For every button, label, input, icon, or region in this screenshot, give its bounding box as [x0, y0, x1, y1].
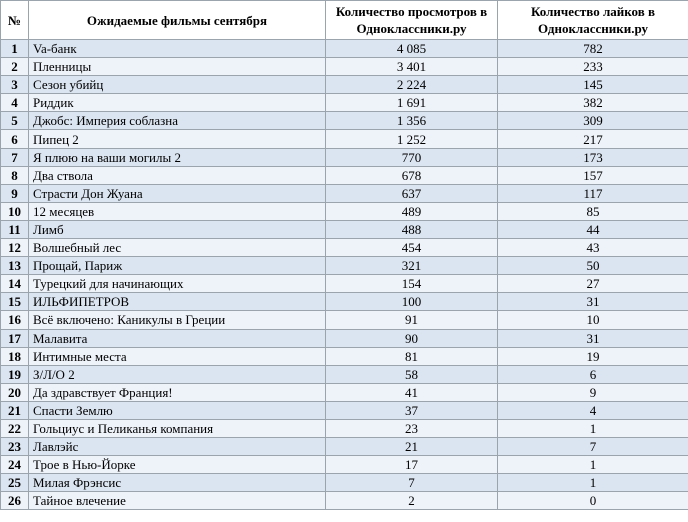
likes-count: 50 — [498, 257, 688, 275]
row-number: 23 — [1, 438, 29, 456]
row-number: 18 — [1, 347, 29, 365]
film-title: Малавита — [29, 329, 326, 347]
row-number: 21 — [1, 401, 29, 419]
film-title: Риддик — [29, 94, 326, 112]
row-number: 13 — [1, 257, 29, 275]
row-number: 22 — [1, 419, 29, 437]
film-title: Да здравствует Франция! — [29, 383, 326, 401]
table-row — [1, 365, 688, 383]
views-count: 2 — [326, 492, 498, 510]
film-title: Лавлэйс — [29, 438, 326, 456]
row-number: 25 — [1, 474, 29, 492]
likes-count: 85 — [498, 202, 688, 220]
table-row — [1, 275, 688, 293]
views-count: 3 401 — [326, 58, 498, 76]
views-count: 1 691 — [326, 94, 498, 112]
film-title: Милая Фрэнсис — [29, 474, 326, 492]
table-row — [1, 58, 688, 76]
likes-count: 382 — [498, 94, 688, 112]
table-row — [1, 401, 688, 419]
table-row — [1, 40, 688, 58]
row-number: 10 — [1, 202, 29, 220]
views-count: 1 252 — [326, 130, 498, 148]
table-row — [1, 474, 688, 492]
film-title: Сезон убийц — [29, 76, 326, 94]
row-number: 11 — [1, 220, 29, 238]
film-title: Пипец 2 — [29, 130, 326, 148]
row-number: 1 — [1, 40, 29, 58]
header-views: Количество просмотров в Одноклассники.ру — [326, 1, 498, 40]
views-count: 321 — [326, 257, 498, 275]
table-row — [1, 293, 688, 311]
row-number: 3 — [1, 76, 29, 94]
views-count: 41 — [326, 383, 498, 401]
likes-count: 4 — [498, 401, 688, 419]
film-title: Пленницы — [29, 58, 326, 76]
likes-count: 0 — [498, 492, 688, 510]
row-number: 2 — [1, 58, 29, 76]
table-row — [1, 220, 688, 238]
views-count: 21 — [326, 438, 498, 456]
table-row — [1, 202, 688, 220]
likes-count: 309 — [498, 112, 688, 130]
row-number: 7 — [1, 148, 29, 166]
likes-count: 9 — [498, 383, 688, 401]
film-title: Волшебный лес — [29, 239, 326, 257]
views-count: 37 — [326, 401, 498, 419]
views-count: 100 — [326, 293, 498, 311]
views-count: 488 — [326, 220, 498, 238]
film-title: Спасти Землю — [29, 401, 326, 419]
table-row — [1, 329, 688, 347]
film-title: 12 месяцев — [29, 202, 326, 220]
row-number: 5 — [1, 112, 29, 130]
film-title: Трое в Нью-Йорке — [29, 456, 326, 474]
likes-count: 1 — [498, 474, 688, 492]
likes-count: 6 — [498, 365, 688, 383]
likes-count: 782 — [498, 40, 688, 58]
film-title: Прощай, Париж — [29, 257, 326, 275]
views-count: 91 — [326, 311, 498, 329]
row-number: 9 — [1, 184, 29, 202]
likes-count: 43 — [498, 239, 688, 257]
film-title: Страсти Дон Жуана — [29, 184, 326, 202]
table-row — [1, 438, 688, 456]
film-title: Va-банк — [29, 40, 326, 58]
views-count: 90 — [326, 329, 498, 347]
table-row — [1, 383, 688, 401]
views-count: 154 — [326, 275, 498, 293]
views-count: 58 — [326, 365, 498, 383]
likes-count: 233 — [498, 58, 688, 76]
film-title: З/Л/О 2 — [29, 365, 326, 383]
row-number: 4 — [1, 94, 29, 112]
likes-count: 10 — [498, 311, 688, 329]
likes-count: 173 — [498, 148, 688, 166]
header-likes: Количество лайков в Одноклассники.ру — [498, 1, 688, 40]
table-row — [1, 148, 688, 166]
likes-count: 117 — [498, 184, 688, 202]
views-count: 2 224 — [326, 76, 498, 94]
likes-count: 1 — [498, 419, 688, 437]
table-row — [1, 492, 688, 510]
row-number: 16 — [1, 311, 29, 329]
table-row — [1, 166, 688, 184]
row-number: 12 — [1, 239, 29, 257]
row-number: 20 — [1, 383, 29, 401]
views-count: 4 085 — [326, 40, 498, 58]
row-number: 24 — [1, 456, 29, 474]
table-row — [1, 184, 688, 202]
row-number: 15 — [1, 293, 29, 311]
table-row — [1, 130, 688, 148]
views-count: 7 — [326, 474, 498, 492]
row-number: 8 — [1, 166, 29, 184]
film-title: Интимные места — [29, 347, 326, 365]
row-number: 19 — [1, 365, 29, 383]
row-number: 6 — [1, 130, 29, 148]
film-title: Джобс: Империя соблазна — [29, 112, 326, 130]
likes-count: 31 — [498, 293, 688, 311]
film-title: Тайное влечение — [29, 492, 326, 510]
table-row — [1, 94, 688, 112]
film-title: ИЛЬФИПЕТРОВ — [29, 293, 326, 311]
views-count: 23 — [326, 419, 498, 437]
film-title: Два ствола — [29, 166, 326, 184]
row-number: 14 — [1, 275, 29, 293]
likes-count: 1 — [498, 456, 688, 474]
views-count: 81 — [326, 347, 498, 365]
likes-count: 19 — [498, 347, 688, 365]
views-count: 678 — [326, 166, 498, 184]
table-body — [1, 40, 688, 510]
table-row — [1, 456, 688, 474]
views-count: 454 — [326, 239, 498, 257]
header-title: Ожидаемые фильмы сентября — [29, 1, 326, 40]
table-row — [1, 76, 688, 94]
row-number: 26 — [1, 492, 29, 510]
table-row — [1, 239, 688, 257]
film-title: Лимб — [29, 220, 326, 238]
views-count: 770 — [326, 148, 498, 166]
header-row — [1, 1, 688, 40]
views-count: 17 — [326, 456, 498, 474]
likes-count: 27 — [498, 275, 688, 293]
film-title: Турецкий для начинающих — [29, 275, 326, 293]
views-count: 637 — [326, 184, 498, 202]
likes-count: 217 — [498, 130, 688, 148]
table-row — [1, 419, 688, 437]
header-num: № — [1, 1, 29, 40]
likes-count: 31 — [498, 329, 688, 347]
table-row — [1, 311, 688, 329]
row-number: 17 — [1, 329, 29, 347]
views-count: 489 — [326, 202, 498, 220]
film-title: Гольциус и Пеликанья компания — [29, 419, 326, 437]
film-title: Всё включено: Каникулы в Греции — [29, 311, 326, 329]
table-row — [1, 112, 688, 130]
likes-count: 145 — [498, 76, 688, 94]
likes-count: 44 — [498, 220, 688, 238]
likes-count: 157 — [498, 166, 688, 184]
views-count: 1 356 — [326, 112, 498, 130]
film-title: Я плюю на ваши могилы 2 — [29, 148, 326, 166]
table-row — [1, 347, 688, 365]
likes-count: 7 — [498, 438, 688, 456]
table-row — [1, 257, 688, 275]
